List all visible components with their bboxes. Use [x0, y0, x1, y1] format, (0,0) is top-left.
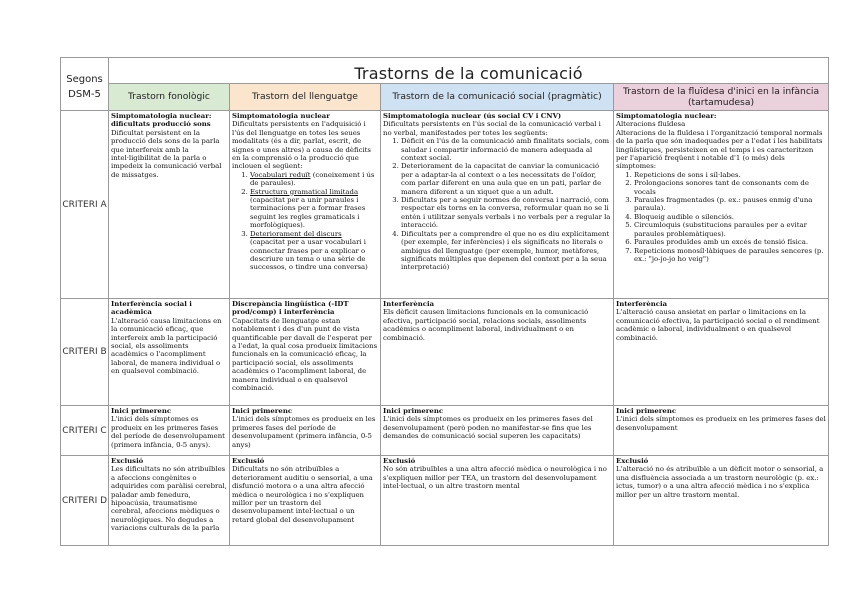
- list-item: 5. Circumloquis (substitucions paraules per a evitar paraules problemàtiques).: [634, 221, 826, 238]
- criteri-b-social: [381, 299, 614, 406]
- criteri-b-label: CRITERI B: [61, 299, 109, 406]
- list-item: 4. Bloqueig audible o silenciós.: [634, 213, 826, 221]
- cell-subtitle: Alteracions fluïdesa: [616, 120, 686, 129]
- criteri-a-social: [381, 111, 614, 299]
- cell-text: L'alteració no és atribuïble a un dèficit motor o sensorial, a una disfluència associada a un trastorn neurològic (p. ex.: ictus, tumor) o a una altra afecció mèdica i no s'explica millor per un altre trastorn mental.: [616, 465, 824, 499]
- list-item: 2. Estructura gramatical limitada (capacitat per a unir paraules i terminacions per a formar frases seguint les regles gramaticals i morfològiques).: [250, 188, 378, 230]
- criteri-a-row: [61, 111, 829, 299]
- cell-intro: Dificultats persistents en l'adquisició i l'ús del llenguatge en totes les seues modalitats (és a dir, parlat, escrit, de signes o unes altres) a causa de dèficits en la comprensió o la producció que inclouen el següent:: [232, 120, 371, 171]
- cell-title: Simptomatologia nuclear (ús social CV i CNV): [383, 112, 562, 120]
- cell-text: Les dificultats no són atribuïbles a afeccions congènites o adquirides com paràlisi cerebral, paladar amb fenedura, hipoacúsia, traumatisme cerebral, afeccions mèdiques o neurològiques. No degudes a variacions culturals de la parla: [111, 465, 227, 533]
- cell-text: Els dèficit causen limitacions funcionals en la comunicació efectiva, participació social, relacions socials, assoliments acadèmics o acompliment laboral, individualment o en combinació.: [383, 308, 589, 342]
- criteri-a-label: CRITERI A: [61, 111, 109, 299]
- table-title: Trastorns de la comunicació: [109, 58, 829, 84]
- list-item: 1. Vocabulari reduït (coneixement i ús de paraules).: [250, 171, 378, 188]
- cell-text: L'inici dels símptomes es produeix en les primeres fases del període de desenvolupament (primera infància, 0-5 anys).: [111, 415, 225, 449]
- list-item: 1. Dèficit en l'ús de la comunicació amb finalitats socials, com saludar i compartir informació de manera adequada al context social.: [401, 137, 611, 162]
- cell-text: L'inici dels símptomes es produeix en les primeres fases del període de desenvolupament (primera infància, 0-5 anys): [232, 415, 376, 449]
- cell-title: Exclusió: [616, 457, 649, 465]
- criteri-c-row: [61, 406, 829, 456]
- cell-title: Inici primerenc: [111, 407, 172, 415]
- symptom-list: [616, 171, 826, 263]
- list-item: 2. Prolongacions sonores tant de consonants com de vocals: [634, 179, 826, 196]
- column-header-fluidesa: Trastorn de la fluïdesa d'inici en la infància (tartamudesa): [614, 84, 829, 111]
- list-item: 1. Repeticions de sons i síl·labes.: [634, 171, 826, 179]
- criteri-b-fluidesa: [614, 299, 829, 406]
- cell-title: Exclusió: [383, 457, 416, 465]
- column-header-row: [61, 84, 829, 111]
- criteri-b-llenguatge: [230, 299, 381, 406]
- criteri-c-social: [381, 406, 614, 456]
- criteri-d-fonologic: [109, 456, 230, 546]
- communication-disorders-table: [60, 57, 829, 546]
- symptom-list: [232, 171, 378, 272]
- criteri-d-llenguatge: [230, 456, 381, 546]
- cell-text: L'alteració causa limitacions en la comunicació eficaç, que interfereix amb la participació social, els assoliments acadèmics o l'acompliment laboral, de manera individual o en qualsevol combinació.: [111, 316, 222, 376]
- criteri-b-fonologic: [109, 299, 230, 406]
- criteri-b-row: [61, 299, 829, 406]
- criteri-a-fonologic: [109, 111, 230, 299]
- cell-title: Interferència: [616, 300, 668, 308]
- cell-text: No són atribuïbles a una altra afecció mèdica o neurològica i no s'expliquen millor per TEA, un trastorn del desenvolupament intel·lectual, o un altre trastorn mental: [383, 465, 607, 491]
- cell-text: L'inici dels símptomes es produeix en les primeres fases del desenvolupament: [616, 415, 826, 432]
- criteri-a-llenguatge: [230, 111, 381, 299]
- cell-text: Dificultat persistent en la producció dels sons de la parla que interfereix amb la intel·ligibilitat de la parla o impedeix la comunicació verbal de missatges.: [111, 128, 222, 179]
- criteri-a-fluidesa: [614, 111, 829, 299]
- cell-title: Inici primerenc: [232, 407, 293, 415]
- list-item: 7. Repeticions monosíl·làbiques de paraules senceres (p. ex.: "jo-jo-jo ho veig"): [634, 247, 826, 264]
- cell-title: Simptomatologia nuclear:: [616, 112, 717, 120]
- criteri-c-llenguatge: [230, 406, 381, 456]
- cell-title: Interferència social i acadèmica: [111, 300, 192, 317]
- cell-title: Exclusió: [232, 457, 265, 465]
- criteri-d-fluidesa: [614, 456, 829, 546]
- list-item: 3. Deteriorament del discurs (capacitat per a usar vocabulari i connectar frases per a explicar o descriure un tema o una sèrie de successos, o tindre una conversa): [250, 230, 378, 272]
- cell-title: Simptomatologia nuclear: dificultats producció sons: [111, 112, 212, 129]
- segons-dsm5-label: Segons DSM-5: [61, 58, 109, 111]
- list-item: 3. Paraules fragmentades (p. ex.: pauses enmig d'una paraula).: [634, 196, 826, 213]
- list-item: 6. Paraules produïdes amb un excés de tensió física.: [634, 238, 826, 246]
- cell-title: Simptomatologia nuclear: [232, 112, 330, 120]
- title-row: [61, 58, 829, 84]
- cell-title: Interferència: [383, 300, 435, 308]
- list-item: 2. Deteriorament de la capacitat de canviar la comunicació per a adaptar-la al context o a les necessitats de l'oïdor, com parlar diferent en una aula que en un pati, parlar de manera diferent a un xiquet que a un adult.: [401, 162, 611, 196]
- column-header-llenguatge: Trastorn del llenguatge: [230, 84, 381, 111]
- cell-title: Inici primerenc: [383, 407, 444, 415]
- cell-title: Exclusió: [111, 457, 144, 465]
- column-header-fonologic: Trastorn fonològic: [109, 84, 230, 111]
- cell-title: Discrepància lingüística (-IDT prod/comp) i interferència: [232, 300, 349, 317]
- cell-text: L'alteració causa ansietat en parlar o limitacions en la comunicació efectiva, la participació social o el rendiment acadèmic o laboral, individualment o en qualsevol combinació.: [616, 308, 820, 342]
- list-item: 3. Dificultats per a seguir normes de conversa i narració, com respectar els torns en la conversa, reformular quan no se li entén i utilitzar senyals verbals i no verbals per a regular la interacció.: [401, 196, 611, 230]
- cell-text: L'inici dels símptomes es produeix en les primeres fases del desenvolupament (però poden no manifestar-se fins que les demandes de comunicació social superen les capacitats): [383, 415, 593, 441]
- criteri-d-label: CRITERI D: [61, 456, 109, 546]
- cell-text: Capacitats de llenguatge estan notablement i des d'un punt de vista quantificable per davall de l'esperat per a l'edat, la qual cosa produeix limitacions funcionals en la comunicació eficaç, la participació social, els assoliments acadèmics o l'acompliment laboral, de manera individual o en qualsevol combinació.: [232, 316, 378, 393]
- criteri-d-social: [381, 456, 614, 546]
- criteri-d-row: [61, 456, 829, 546]
- column-header-social: Trastorn de la comunicació social (pragmàtic): [381, 84, 614, 111]
- criteri-c-fluidesa: [614, 406, 829, 456]
- cell-intro: Alteracions de la fluïdesa i l'organització temporal normals de la parla que són inadequades per a l'edat i les habilitats lingüístiques, persisteixen en el temps i es caracteritzen per l'aparició freqüent i notable d'1 (o més) dels símptomes:: [616, 128, 823, 171]
- cell-title: Inici primerenc: [616, 407, 677, 415]
- cell-text: Dificultats no són atribuïbles a deteriorament auditiu o sensorial, a una disfunció motora o a una altra afecció mèdica o neurològica i no s'expliquen millor per un trastorn del desenvolupament intel·lectual o un retard global del desenvolupament: [232, 465, 373, 524]
- cell-intro: Dificultats persistents en l'ús social de la comunicació verbal i no verbal, manifestades per totes les següents:: [383, 120, 601, 137]
- symptom-list: [383, 137, 611, 272]
- criteri-c-label: CRITERI C: [61, 406, 109, 456]
- criteri-c-fonologic: [109, 406, 230, 456]
- list-item: 4. Dificultats per a comprendre el que no es diu explícitament (per exemple, fer inferències) i els significats no literals o ambigus del llenguatge (per exemple, humor, metàfores, significats múltiples que depenen del context per a la seua interpretació): [401, 230, 611, 272]
